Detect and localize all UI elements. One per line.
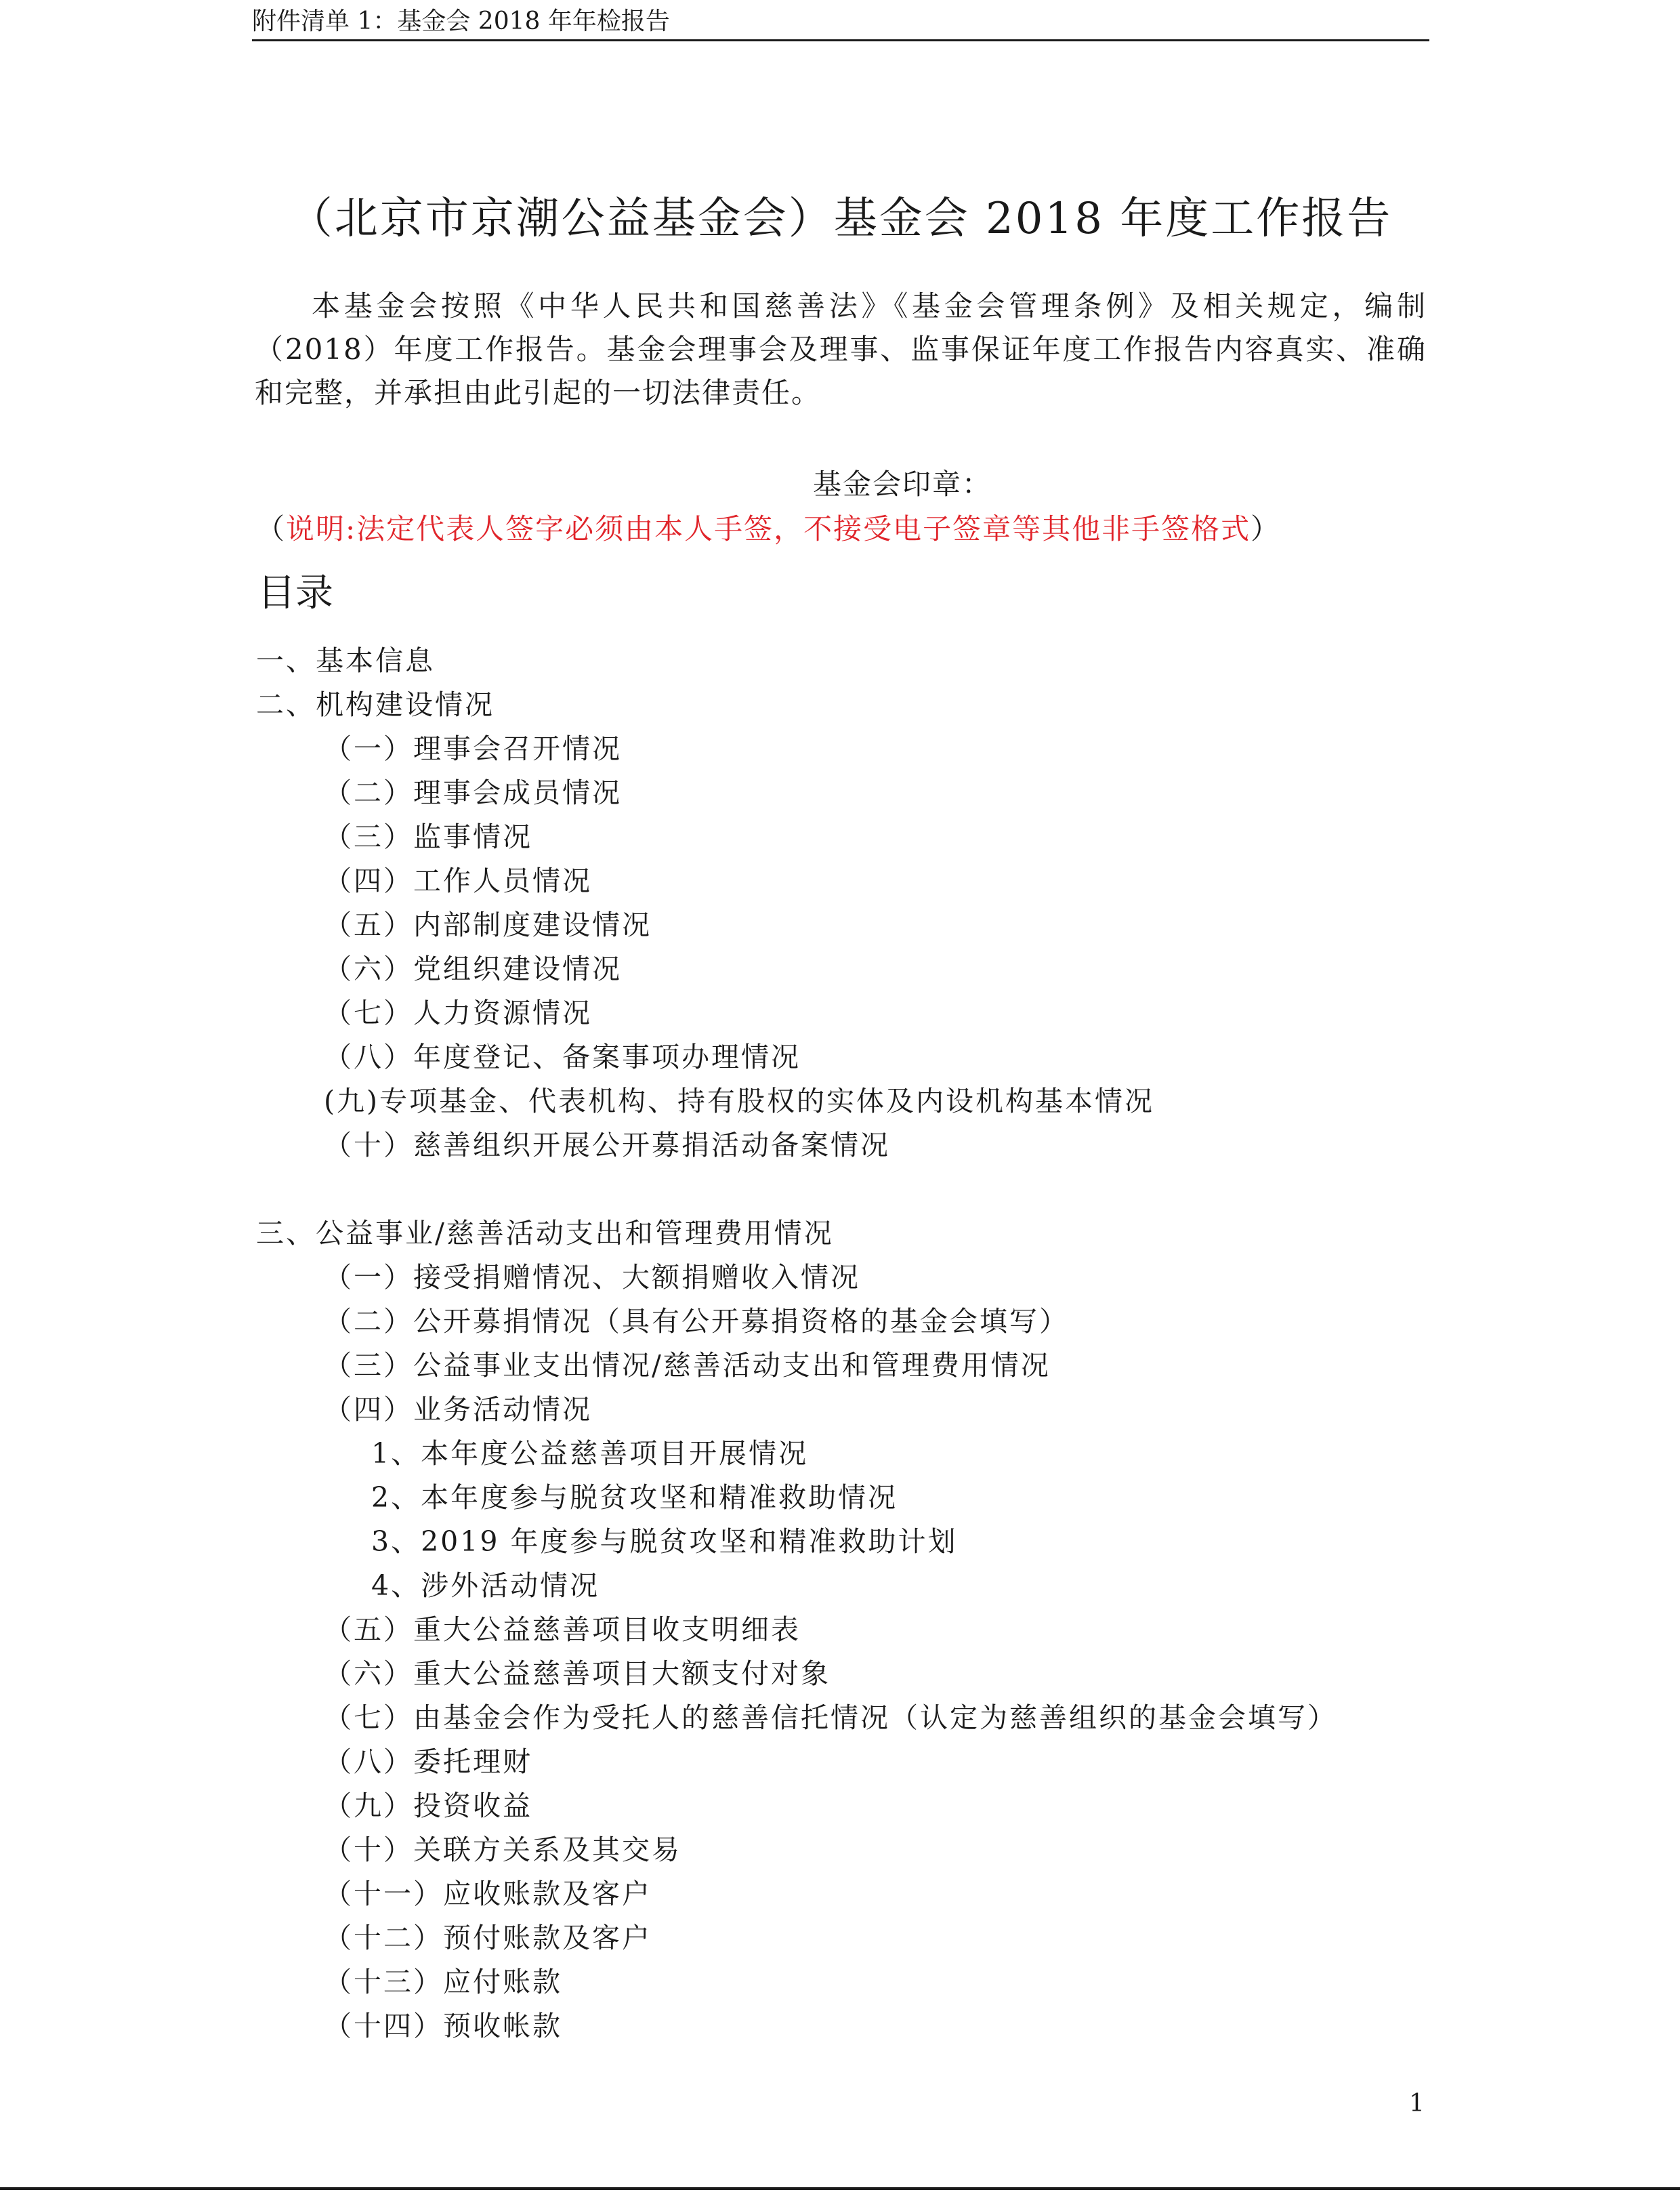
- toc-item: （六）党组织建设情况: [324, 953, 622, 985]
- toc-item: 三、公益事业/慈善活动支出和管理费用情况: [256, 1217, 834, 1249]
- page-bottom-edge: [0, 2187, 1680, 2190]
- toc-item: 4、涉外活动情况: [371, 1569, 600, 1602]
- toc-item: （十二）预付账款及客户: [324, 1922, 652, 1954]
- toc-item: （八）委托理财: [324, 1745, 532, 1778]
- toc-item: 一、基本信息: [256, 644, 435, 677]
- toc-title: 目录: [257, 571, 333, 615]
- toc-item: （十三）应付账款: [324, 1966, 562, 1998]
- signature-note: [256, 510, 1280, 548]
- toc-item: （一）理事会召开情况: [324, 732, 622, 765]
- toc-item: （五）内部制度建设情况: [324, 909, 652, 941]
- note-open-paren: （: [256, 512, 287, 545]
- toc-item: （三）监事情况: [324, 821, 532, 853]
- note-close-paren: ）: [1251, 512, 1281, 545]
- toc-item: （六）重大公益慈善项目大额支付对象: [324, 1657, 831, 1690]
- note-text: 说明:法定代表人签字必须由本人手签，不接受电子签章等其他非手签格式: [286, 512, 1251, 545]
- seal-label: 基金会印章：: [813, 468, 992, 501]
- toc-item: （八）年度登记、备案事项办理情况: [324, 1041, 801, 1073]
- toc-item: （十一）应收账款及客户: [324, 1878, 652, 1910]
- toc-item: （二）理事会成员情况: [324, 777, 622, 809]
- toc-item: 3、2019 年度参与脱贫攻坚和精准救助计划: [371, 1525, 958, 1558]
- toc-item: (九)专项基金、代表机构、持有股权的实体及内设机构基本情况: [324, 1085, 1154, 1117]
- toc-item: （五）重大公益慈善项目收支明细表: [324, 1613, 801, 1646]
- toc-item: 二、机构建设情况: [256, 688, 495, 721]
- intro-paragraph: 本基金会按照《中华人民共和国慈善法》《基金会管理条例》及相关规定，编制（2018）年度工作报告。基金会理事会及理事、监事保证年度工作报告内容真实、准确和完整，并承担由此引起的一切法律责任。: [255, 289, 1427, 409]
- page-header: 附件清单 1：基金会 2018 年年检报告: [252, 7, 670, 35]
- page-number: 1: [1409, 2090, 1425, 2117]
- toc-item: （九）投资收益: [324, 1789, 532, 1822]
- toc-item: （四）业务活动情况: [324, 1393, 592, 1426]
- toc-item: （十四）预收帐款: [324, 2010, 562, 2042]
- header-divider: [252, 39, 1429, 41]
- toc-item: （十）慈善组织开展公开募捐活动备案情况: [324, 1129, 890, 1161]
- toc-item: （七）人力资源情况: [324, 997, 592, 1029]
- toc-item: （三）公益事业支出情况/慈善活动支出和管理费用情况: [324, 1349, 1051, 1382]
- toc-item: （四）工作人员情况: [324, 865, 592, 897]
- toc-item: （七）由基金会作为受托人的慈善信托情况（认定为慈善组织的基金会填写）: [324, 1701, 1337, 1734]
- toc-item: 2、本年度参与脱贫攻坚和精准救助情况: [371, 1481, 898, 1514]
- toc-item: （一）接受捐赠情况、大额捐赠收入情况: [324, 1261, 860, 1293]
- toc-item: （十）关联方关系及其交易: [324, 1834, 681, 1866]
- report-title: （北京市京潮公益基金会）基金会 2018 年度工作报告: [289, 194, 1393, 244]
- toc-item: （二）公开募捐情况（具有公开募捐资格的基金会填写）: [324, 1305, 1069, 1338]
- toc-item: 1、本年度公益慈善项目开展情况: [371, 1437, 809, 1470]
